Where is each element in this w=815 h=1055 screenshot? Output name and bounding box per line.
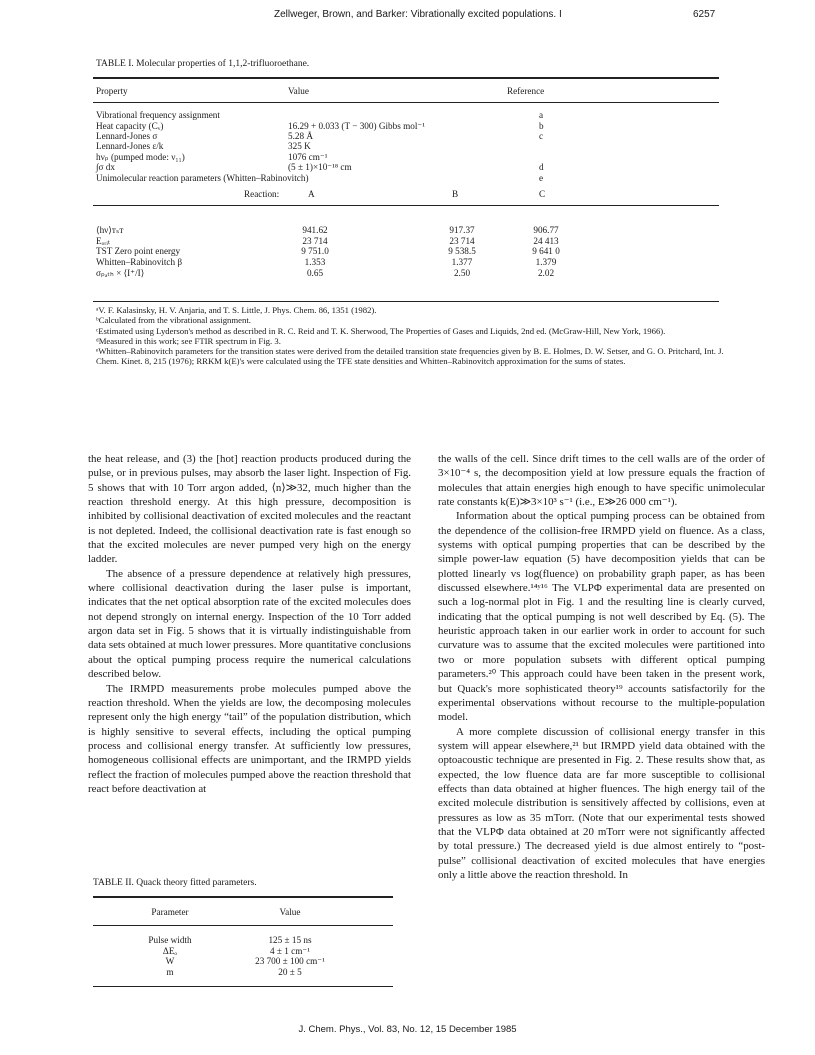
table1-reaction-b-cell: 9 538.5 xyxy=(448,246,476,256)
table2-top-rule xyxy=(93,896,393,898)
footnote-e: ᵉWhitten–Rabinovitch parameters for the transition states were derived from the detailed transition state frequencies given by B. E. Holmes, D. W. Setser, and G. O. Pritchard, Int. J. Chem. Kinet. 8, 215 (1976); RRKM k(E)'s were calculated using the TFE state densities and Whitten–Rabinovitch approximation for the sums of states. xyxy=(96,346,724,367)
table1-footnotes xyxy=(96,305,724,367)
left-paragraph-3: The IRMPD measurements probe molecules pumped above the reaction threshold. When the yields are low, the decomposing molecules represent only the high energy “tail” of the population distribution, which is highly sensitive to several effects, including the optical pumping process and collisional energy transfer. At sufficiently low pressures, homogeneous collisional effects are unimportant, and the IRMPD yields reflect the fraction of molecules pumped above the reaction threshold that react before deactivation at xyxy=(88,682,411,795)
left-paragraph-1: the heat release, and (3) the [hot] reaction products produced during the pulse, or in previous pulses, may absorb the laser light. Inspection of Fig. 5 shows that with 10 Torr argon added, ⟨n⟩≫32, much higher than the reaction threshold energy. At this high pressure, decomposition is inhibited by collisional deactivation of excited molecules and the reactant is not depleted. Indeed, the collisional deactivation rate is fast enough so that the excited molecules are never pumped very high on the energy ladder. xyxy=(88,453,411,566)
table1-reaction-b-cell: 917.37 xyxy=(449,225,475,235)
table2-value-cell: 23 700 ± 100 cm⁻¹ xyxy=(255,956,325,966)
table2-header-value: Value xyxy=(279,907,301,917)
table1-reference-cell: e xyxy=(539,173,544,183)
table1-top-rule xyxy=(93,77,719,79)
table1-reaction-b-cell: 1.377 xyxy=(451,257,473,267)
table2-bottom-rule xyxy=(93,986,393,987)
right-column xyxy=(438,452,765,882)
running-title: Zellweger, Brown, and Barker: Vibrationally excited populations. I xyxy=(274,9,562,20)
footnote-d: ᵈMeasured in this work; see FTIR spectrum in Fig. 3. xyxy=(96,335,281,346)
table1-header-reference: Reference xyxy=(507,86,545,96)
table2-parameter-cell: m xyxy=(166,967,174,977)
table1-property-cell: Lennard-Jones ε/k xyxy=(96,141,164,151)
table1-reaction-c-cell: 24 413 xyxy=(533,236,559,246)
footnote-c: ᶜEstimated using Lyderson's method as described in R. C. Reid and T. K. Sherwood, The Properties of Gases and Liquids, 2nd ed. (McGraw-Hill, New York, 1966). xyxy=(96,325,666,336)
table1-reaction-label-cell: Eₒᵣᵢₜ xyxy=(96,236,111,246)
table1-value-cell: 1076 cm⁻¹ xyxy=(288,152,328,162)
table1-caption: TABLE I. Molecular properties of 1,1,2-trifluoroethane. xyxy=(96,59,310,69)
reaction-c: C xyxy=(539,189,546,199)
table1-reference-cell: d xyxy=(539,162,544,172)
reaction-a: A xyxy=(308,189,315,199)
table1-reaction-c-cell: 906.77 xyxy=(533,225,559,235)
table1-reference-cell: c xyxy=(539,131,544,141)
table1-reaction-c-cell: 9 641 0 xyxy=(532,246,560,256)
table1-reaction-rule xyxy=(93,205,719,206)
table2-parameter-cell: W xyxy=(165,956,175,966)
table1-value-cell: (5 ± 1)×10⁻¹⁸ cm xyxy=(288,162,352,172)
table2-caption: TABLE II. Quack theory fitted parameters. xyxy=(93,878,257,888)
footnote-a: ᵃV. F. Kalasinsky, H. V. Anjaria, and T. S. Little, J. Phys. Chem. 86, 1351 (1982). xyxy=(96,305,377,315)
right-paragraph-1: the walls of the cell. Since drift times to the cell walls are of the order of 3×10⁻⁴ s, the decomposition yield at low pressure equals the fraction of molecules that attain energies high enough to have specific unimolecular rate constants k(E)≫3×10³ s⁻¹ (i.e., E≫26 000 cm⁻¹). xyxy=(438,453,765,509)
table1-reaction-a-cell: 23 714 xyxy=(302,236,328,246)
table1-reaction-b-cell: 23 714 xyxy=(449,236,475,246)
table2-parameter-cell: Pulse width xyxy=(148,935,192,945)
table1-property-cell: hνₚ (pumped mode: ν₁₁) xyxy=(96,152,185,162)
table1-property-cell: Vibrational frequency assignment xyxy=(96,110,220,120)
table2-value-cell: 125 ± 15 ns xyxy=(268,935,312,945)
table1-reaction-c-cell: 1.379 xyxy=(535,257,557,267)
reaction-b: B xyxy=(452,189,459,199)
table1-property-cell: ∫σ dx xyxy=(96,162,115,172)
table1-reference-cell: b xyxy=(539,121,544,131)
table1-header-value: Value xyxy=(288,86,309,96)
table1-property-cell: Lennard-Jones σ xyxy=(96,131,158,141)
table1-reaction-a-cell: 941.62 xyxy=(302,225,328,235)
table2-parameter-cell: ΔEₒ xyxy=(162,946,178,956)
table1-value-cell: 5.28 Å xyxy=(288,131,314,141)
page-number: 6257 xyxy=(693,9,716,20)
table1-reference-cell: a xyxy=(539,110,544,120)
table1-reaction-label-cell: ⟨hν⟩ᴛₛᴛ xyxy=(96,225,124,235)
table1-value-cell: 16.29 + 0.033 (T − 300) Gibbs mol⁻¹ xyxy=(288,121,425,131)
table2-value-cell: 4 ± 1 cm⁻¹ xyxy=(270,946,310,956)
table1-value-cell: 325 K xyxy=(288,141,311,151)
table1-bottom-rule xyxy=(93,301,719,302)
table1-header-rule xyxy=(93,102,719,103)
table1-reaction-label-cell: Whitten–Rabinovitch β xyxy=(96,257,183,267)
reaction-label: Reaction: xyxy=(244,189,280,199)
table1-property-cell: Heat capacity (Cᵥ) xyxy=(96,121,164,131)
right-paragraph-3: A more complete discussion of collisional energy transfer in this system will appear elsewhere,²¹ but IRMPD yield data obtained with the optoacoustic technique are presented in Fig. 2. These results show that, as expected, the low fluence data are far more susceptible to collisional effects than data obtained at higher fluences. The high energy tail of the excited molecule distribution is sensitively affected by collisions, even at pressures as low as 35 mTorr. (Note that our experimental tests showed that the VLPΦ data obtained at 20 mTorr were not significantly affected by total pressure.) The decreased yield is due almost entirely to “post-pulse” collisional deactivation of excited molecules that have energies only a little above the reaction threshold. In xyxy=(438,725,765,881)
table1-reaction-c-cell: 2.02 xyxy=(537,268,555,278)
table1-reaction-label-cell: σₚₐₜₕ × ⟨I⁺/I⟩ xyxy=(96,268,145,278)
left-column xyxy=(88,452,411,796)
right-paragraph-2: Information about the optical pumping process can be obtained from the dependence of the collision-free IRMPD yield on fluence. As a class, systems with optical pumping properties that can be described by the simple power-law equation (5) have decomposition yields that can be plotted linearly vs log(fluence) on probability graph paper, as has been discussed elsewhere.¹⁴ʸ¹⁶ The VLPΦ experimental data are presented on such a log-normal plot in Fig. 1 and the resulting line is clearly curved, indicating that the optical pumping is not well described by Eq. (5). The heuristic approach taken in our earlier work in order to account for such curvature was to assume that the excited molecules were partitioned into two or more population subsets with different optical pumping parameters.²⁰ This approach could have been taken in the present work, but Quack's more sophisticated theory¹⁹ accounts satisfactorily for the experimental observations without recourse to the multiple-population model. xyxy=(438,510,765,724)
table1-reaction-a-cell: 0.65 xyxy=(306,268,324,278)
table2-value-cell: 20 ± 5 xyxy=(278,967,302,977)
table2-header-rule xyxy=(93,925,393,926)
footnote-b: ᵇCalculated from the vibrational assignment. xyxy=(96,315,251,326)
table1-reaction-label-cell: TST Zero point energy xyxy=(96,246,181,256)
left-paragraph-2: The absence of a pressure dependence at relatively high pressures, where collisional deactivation during the laser pulse is important, indicates that the net optical absorption rate of the excited molecules does not depend strongly on internal energy. Inspection of the 10 Torr added argon data set in Fig. 5 shows that it is virtually indistinguishable from data sets obtained at much lower pressures. More quantitative conclusions about the optical pumping process require the numerical calculations described below. xyxy=(88,567,412,681)
table2-header-parameter: Parameter xyxy=(151,907,189,917)
table1-reaction-a-cell: 9 751.0 xyxy=(301,246,329,256)
table1-property-cell: Unimolecular reaction parameters (Whitten–Rabinovitch) xyxy=(96,173,309,183)
table1-header-property: Property xyxy=(96,86,128,96)
table1-reaction-a-cell: 1.353 xyxy=(304,257,326,267)
table1-reaction-b-cell: 2.50 xyxy=(453,268,471,278)
journal-citation: J. Chem. Phys., Vol. 83, No. 12, 15 December 1985 xyxy=(298,1024,517,1035)
